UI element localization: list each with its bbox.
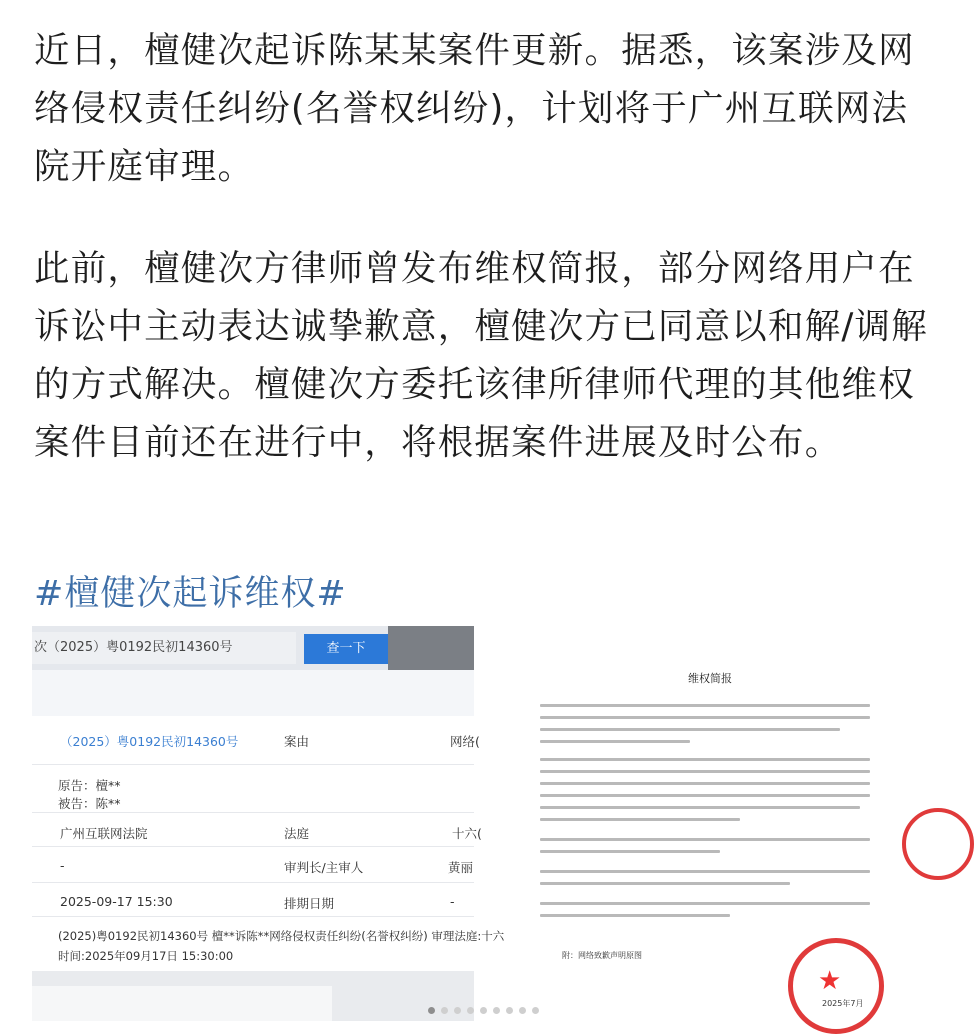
judge-value: 黄丽 <box>448 860 474 875</box>
text-line <box>540 870 870 873</box>
text-line <box>540 728 840 731</box>
empty-value: - <box>60 858 65 873</box>
text-line <box>540 740 690 743</box>
divider <box>32 846 474 847</box>
summary-line-2: 时间:2025年09月17日 15:30:00 <box>58 949 234 963</box>
text-line <box>540 782 870 785</box>
post-paragraph-1: 近日，檀健次起诉陈某某案件更新。据悉，该案涉及网络侵权责任纠纷(名誉权纠纷)，计划将于广州互联网法院开庭审理。 <box>34 30 915 187</box>
document-date: 2025年7月 <box>822 999 864 1008</box>
brief-document-image[interactable] <box>520 648 960 1021</box>
courtroom-label: 法庭 <box>284 826 310 841</box>
pager-dot[interactable] <box>493 1007 500 1014</box>
text-line <box>540 914 730 917</box>
search-bar <box>32 626 474 670</box>
text-line <box>540 902 870 905</box>
cause-value: 网络( <box>450 734 480 749</box>
pager-dot[interactable] <box>480 1007 487 1014</box>
summary-line-1: (2025)粤0192民初14360号 檀**诉陈**网络侵权责任纠纷(名誉权纠纷) 审理法庭:十六 <box>58 929 505 943</box>
text-line <box>540 770 870 773</box>
document-title: 维权简报 <box>688 672 732 685</box>
search-input: 次（2025）粤0192民初14360号 <box>32 632 296 664</box>
cause-label: 案由 <box>284 734 310 749</box>
text-line <box>540 716 870 719</box>
text-line <box>540 806 860 809</box>
image-bottom-light <box>32 986 332 1021</box>
judge-label: 审判长/主审人 <box>284 860 364 875</box>
partial-seal <box>902 808 974 880</box>
pager-dot[interactable] <box>454 1007 461 1014</box>
courtroom-value: 十六( <box>452 826 482 841</box>
schedule-label: 排期日期 <box>284 896 335 911</box>
post-paragraph-2: 此前，檀健次方律师曾发布维权简报，部分网络用户在诉讼中主动表达诚挚歉意，檀健次方已同意以和解/调解的方式解决。檀健次方委托该律所律师代理的其他维权案件目前还在进行中，将根据案件进展及时公布。 <box>34 248 928 463</box>
divider <box>32 916 474 917</box>
text-line <box>540 882 790 885</box>
text-line <box>540 838 870 841</box>
seal-star-icon: ★ <box>818 966 842 996</box>
plaintiff: 原告：檀** <box>58 778 121 793</box>
text-line <box>540 758 870 761</box>
document-footer: 附：网络致歉声明原图 <box>562 951 642 960</box>
pager-dot[interactable] <box>519 1007 526 1014</box>
court-name: 广州互联网法院 <box>60 826 148 841</box>
defendant: 被告：陈** <box>58 796 121 811</box>
schedule-value: - <box>450 894 455 909</box>
case-card <box>32 716 505 971</box>
divider <box>32 882 474 883</box>
pager-dot[interactable] <box>428 1007 435 1014</box>
text-line <box>540 818 740 821</box>
text-line <box>540 850 720 853</box>
divider <box>32 764 474 765</box>
text-line <box>540 794 870 797</box>
hearing-time: 2025-09-17 15:30 <box>60 894 173 909</box>
search-bar-shade <box>388 626 474 670</box>
pager-dot[interactable] <box>441 1007 448 1014</box>
divider <box>32 812 474 813</box>
text-line <box>540 704 870 707</box>
case-lookup-image[interactable] <box>32 626 505 1021</box>
pager-dot[interactable] <box>506 1007 513 1014</box>
topic-hashtag-link[interactable]: #檀健次起诉维权# <box>34 574 347 614</box>
pager-dot[interactable] <box>532 1007 539 1014</box>
search-button: 查一下 <box>304 634 388 664</box>
case-number: （2025）粤0192民初14360号 <box>60 734 239 749</box>
pager-dot[interactable] <box>467 1007 474 1014</box>
